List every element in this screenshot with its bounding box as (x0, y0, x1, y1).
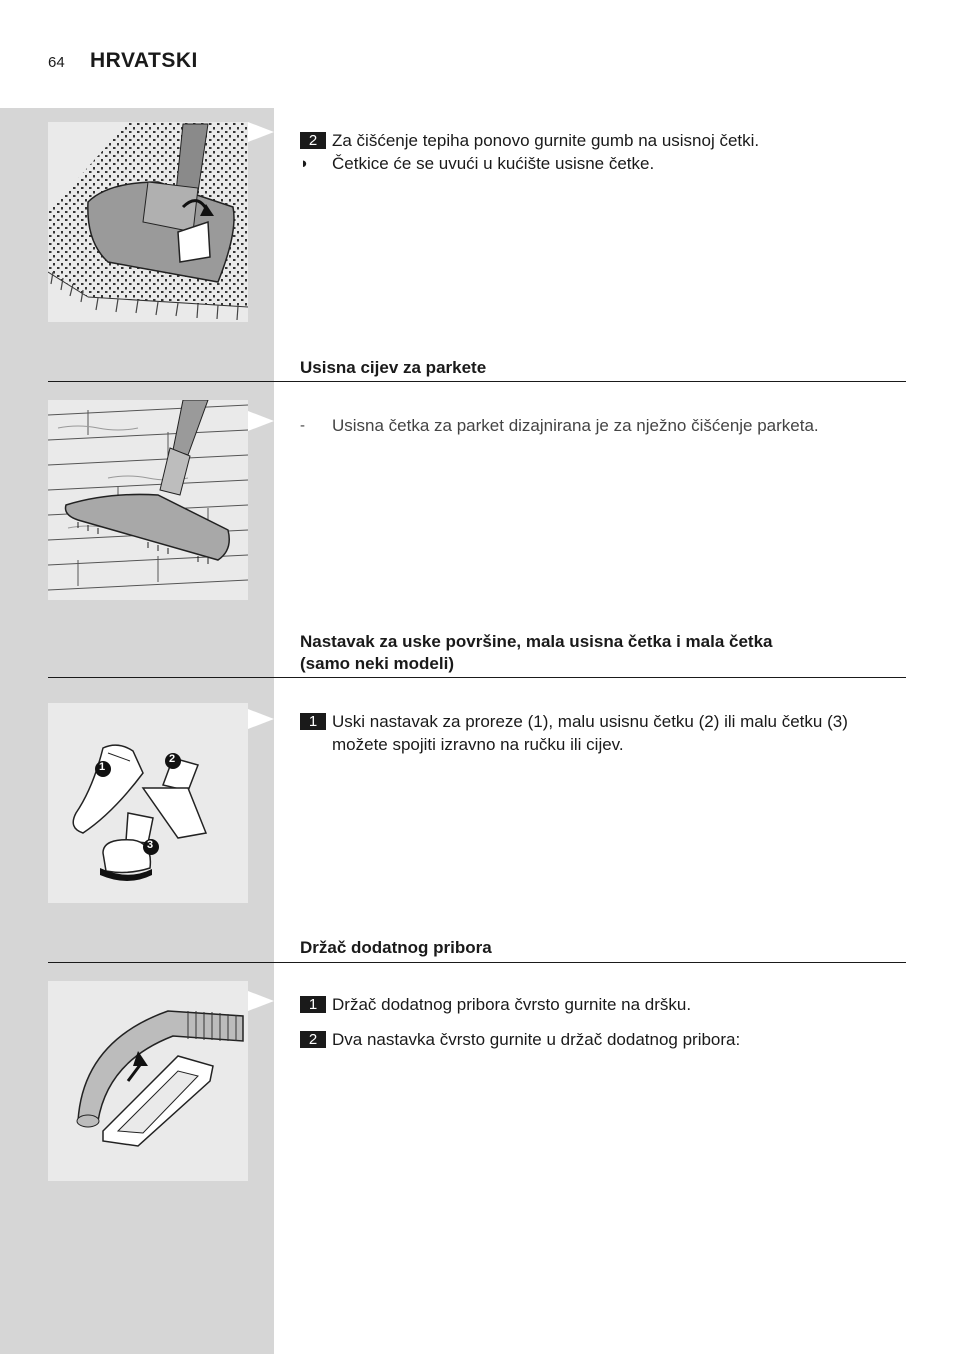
title-line-1: Nastavak za uske površine, mala usisna četka i mala četka (300, 632, 773, 651)
step-crevice (300, 710, 906, 756)
step-result (300, 152, 906, 175)
step-text: Za čišćenje tepiha ponovo gurnite gumb na usisnoj četki. (332, 131, 760, 150)
callout-number-3: 3 (147, 839, 154, 851)
section-rule (48, 381, 906, 382)
section-title-parquet: Usisna cijev za parkete (300, 358, 487, 377)
section-rule (48, 677, 906, 678)
step-number-badge: 1 (300, 996, 326, 1013)
callout-pointer (248, 411, 274, 431)
step-text: Držač dodatnog pribora čvrsto gurnite na dršku. (332, 995, 692, 1014)
callout-number-1: 1 (99, 761, 106, 773)
section-rule (48, 962, 906, 963)
accessory-holder-illustration (48, 981, 248, 1181)
title-line-2: (samo neki modeli) (300, 654, 454, 673)
section-title-holder: Držač dodatnog pribora (300, 938, 492, 957)
step-holder-1 (300, 993, 906, 1016)
callout-pointer (248, 991, 274, 1011)
carpet-nozzle-illustration (48, 122, 248, 322)
step-number-badge: 2 (300, 1031, 326, 1048)
result-marker-icon: ◗ (300, 155, 310, 172)
callout-pointer (248, 709, 274, 729)
section-language-title: HRVATSKI (90, 49, 198, 72)
page-number: 64 (48, 54, 65, 71)
callout-number-2: 2 (169, 753, 176, 765)
callout-pointer (248, 122, 274, 142)
accessory-nozzles-illustration (48, 703, 248, 903)
step-number-badge: 1 (300, 713, 326, 730)
section-title-crevice (300, 631, 906, 675)
parquet-nozzle-illustration (48, 400, 248, 600)
bullet-marker-icon: - (300, 417, 305, 434)
step-carpet (300, 129, 906, 152)
step-number-badge: 2 (300, 132, 326, 149)
step-text: Uski nastavak za proreze (1), malu usisnu četku (2) ili malu četku (3) možete spojiti izravno na ručku ili cijev. (332, 712, 848, 754)
result-text: Četkice će se uvući u kućište usisne četke. (332, 154, 655, 173)
bullet-text: Usisna četka za parket dizajnirana je za nježno čišćenje parketa. (332, 416, 819, 435)
step-text: Dva nastavka čvrsto gurnite u držač dodatnog pribora: (332, 1030, 741, 1049)
step-holder-2 (300, 1028, 906, 1051)
bullet-parquet (300, 414, 906, 437)
